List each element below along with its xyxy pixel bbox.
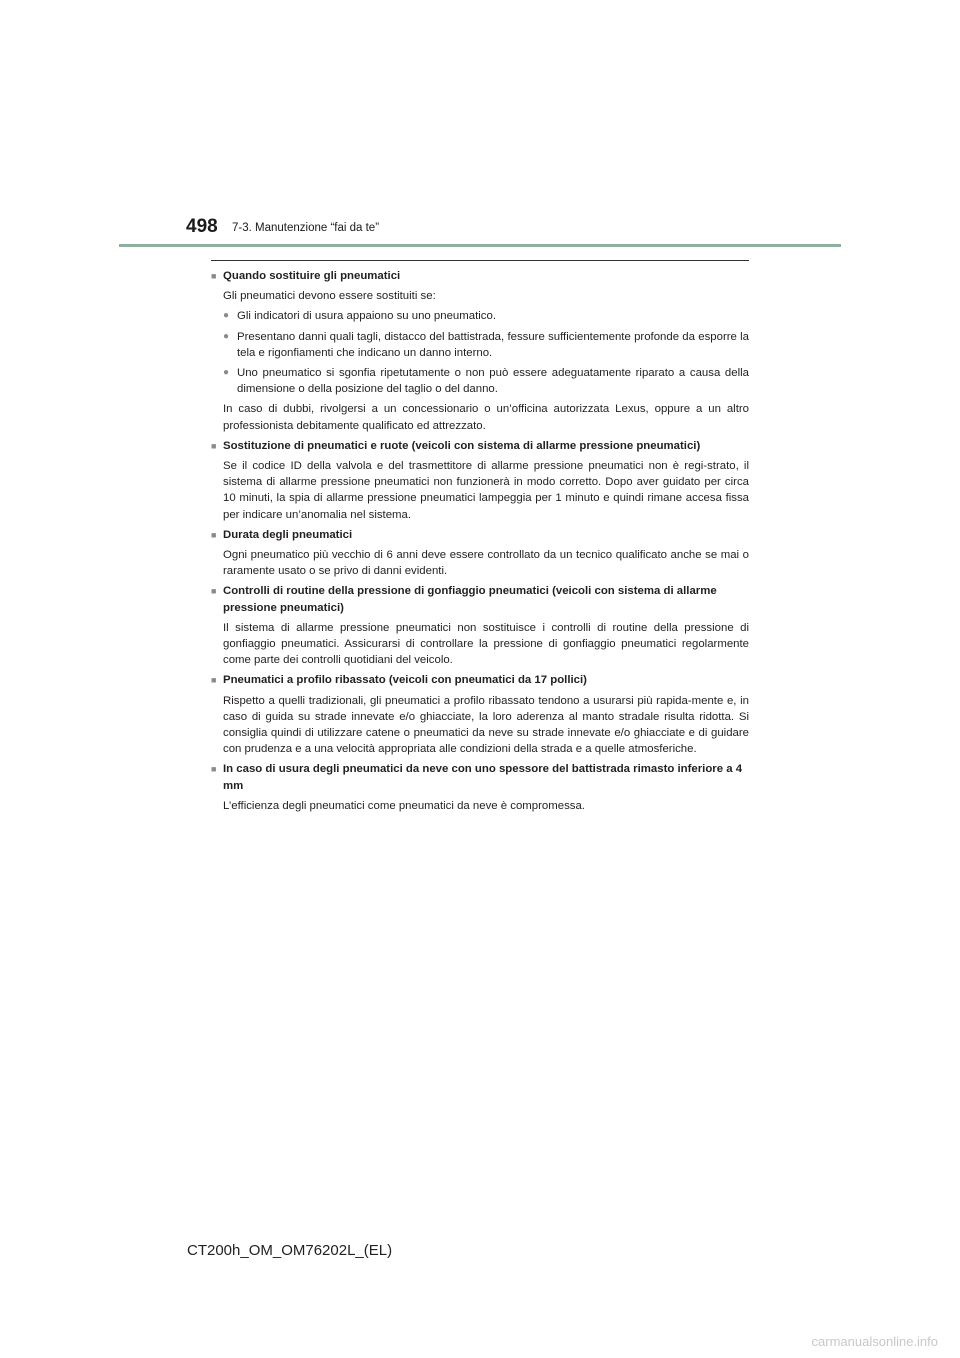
section-body: Ogni pneumatico più vecchio di 6 anni deve essere controllato da un tecnico qualificato anche se mai o raramente usato o se privo di danni evidenti.	[223, 549, 749, 578]
section-when-to-replace	[211, 268, 749, 434]
section-low-profile-tires	[211, 672, 749, 757]
page-number: 498	[186, 216, 218, 237]
content-top-rule	[211, 260, 749, 261]
section-body: L’efficienza degli pneumatici come pneumatici da neve è compromessa.	[223, 799, 585, 812]
square-bullet-icon: ■	[211, 675, 217, 686]
section-heading	[211, 268, 749, 284]
circle-bullet-icon: ●	[223, 367, 230, 379]
section-intro: Gli pneumatici devono essere sostituiti se:	[223, 290, 436, 303]
circle-bullet-icon: ●	[223, 310, 230, 322]
section-tire-wheel-replacement	[211, 438, 749, 523]
section-heading	[211, 672, 749, 688]
section-tire-lifespan	[211, 527, 749, 580]
document-code: CT200h_OM_OM76202L_(EL)	[187, 1242, 393, 1259]
header-rule	[119, 244, 841, 247]
watermark: carmanualsonline.info	[811, 1334, 938, 1349]
list-item-text: Presentano danni quali tagli, distacco del battistrada, fessure sufficientemente profonde da esporre la tela e rigonfiamenti che indicano un danno interno.	[237, 330, 749, 359]
square-bullet-icon: ■	[211, 529, 217, 540]
list-item-text: Gli indicatori di usura appaiono su uno pneumatico.	[237, 310, 496, 323]
section-body: Il sistema di allarme pressione pneumatici non sostituisce i controlli di routine della pressione di gonfiaggio pneumatici. Assicurarsi di controllare la pressione di gonfiaggio pneumatici regolarmente come parte dei controlli quotidiani del veicolo.	[223, 621, 749, 667]
section-outro: In caso di dubbi, rivolgersi a un concessionario o un’officina autorizzata Lexus, oppure a un altro professionista debitamente qualificato ed attrezzato.	[223, 403, 749, 432]
square-bullet-icon: ■	[211, 586, 217, 597]
section-heading-text: Controlli di routine della pressione di gonfiaggio pneumatici (veicoli con sistema di allarme pressione pneumatici)	[223, 585, 717, 614]
section-heading	[211, 438, 749, 454]
section-routine-pressure-checks	[211, 583, 749, 668]
section-heading-text: Sostituzione di pneumatici e ruote (veicoli con sistema di allarme pressione pneumatici)	[223, 439, 701, 452]
square-bullet-icon: ■	[211, 271, 217, 281]
section-label: 7-3. Manutenzione “fai da te”	[232, 222, 380, 234]
section-heading	[211, 761, 749, 793]
list-item	[223, 308, 749, 324]
page-content	[211, 268, 749, 818]
section-snow-tire-wear	[211, 761, 749, 814]
section-body: Se il codice ID della valvola e del trasmettitore di allarme pressione pneumatici non è regi-strato, il sistema di allarme pressione pneumatici non funzionerà in modo corretto. Dopo aver guidato per circa 10 minuti, la spia di allarme pressione pneumatici lampeggia per 1 minuto e quindi rimane accesa fissa per indicare un’anomalia nel sistema.	[223, 460, 749, 521]
section-heading-text: Quando sostituire gli pneumatici	[223, 270, 401, 282]
circle-bullet-icon: ●	[223, 330, 230, 342]
section-body: Rispetto a quelli tradizionali, gli pneumatici a profilo ribassato tendono a usurarsi più rapida-mente e, in caso di guida su strade innevate e/o ghiacciate, la loro aderenza al manto stradale risulta ridotta. Si consiglia quindi di utilizzare catene o pneumatici da neve su strade innevate e/o ghiacciate e di guidare con prudenza e a una velocità appropriata alle condizioni della strada e a quelle atmosferiche.	[223, 694, 749, 756]
section-heading-text: In caso di usura degli pneumatici da neve con uno spessore del battistrada rimasto inferiore a 4 mm	[223, 763, 743, 792]
square-bullet-icon: ■	[211, 764, 217, 775]
section-heading-text: Durata degli pneumatici	[223, 528, 353, 541]
list-item	[223, 365, 749, 397]
square-bullet-icon: ■	[211, 440, 217, 451]
list-item	[223, 329, 749, 361]
section-heading-text: Pneumatici a profilo ribassato (veicoli con pneumatici da 17 pollici)	[223, 674, 587, 687]
list-item-text: Uno pneumatico si sgonfia ripetutamente o non può essere adeguatamente riparato a causa della dimensione o della posizione del taglio o del danno.	[237, 367, 749, 396]
section-heading	[211, 583, 749, 615]
section-heading	[211, 527, 749, 543]
